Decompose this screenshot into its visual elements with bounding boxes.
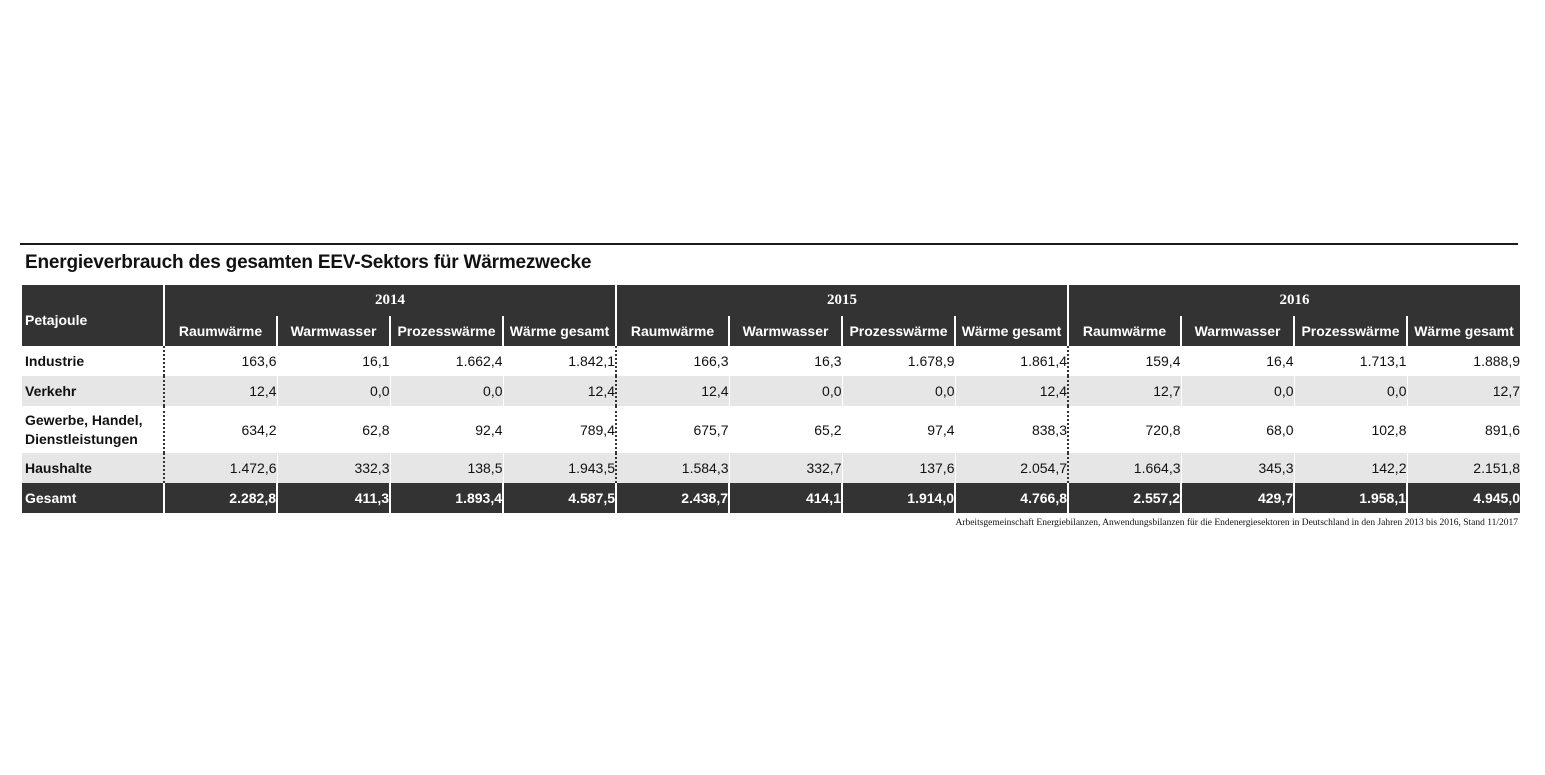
value-cell: 4.945,0 <box>1407 483 1520 513</box>
top-rule <box>20 243 1518 245</box>
value-cell: 1.943,5 <box>503 453 616 483</box>
table-row <box>22 406 1520 453</box>
value-cell: 1.842,1 <box>503 346 616 376</box>
value-cell: 332,7 <box>729 453 842 483</box>
value-cell: 4.587,5 <box>503 483 616 513</box>
table-row <box>22 376 1520 406</box>
value-cell: 0,0 <box>842 376 955 406</box>
value-cell: 62,8 <box>277 406 390 453</box>
value-cell: 891,6 <box>1407 406 1520 453</box>
value-cell: 12,7 <box>1407 376 1520 406</box>
value-cell: 1.472,6 <box>164 453 277 483</box>
year-header: 2014 <box>164 285 616 316</box>
value-cell: 838,3 <box>955 406 1068 453</box>
value-cell: 137,6 <box>842 453 955 483</box>
column-header: Wärme gesamt <box>955 316 1068 346</box>
column-header: Wärme gesamt <box>503 316 616 346</box>
value-cell: 414,1 <box>729 483 842 513</box>
value-cell: 0,0 <box>729 376 842 406</box>
value-cell: 332,3 <box>277 453 390 483</box>
value-cell: 345,3 <box>1181 453 1294 483</box>
column-header: Raumwärme <box>616 316 729 346</box>
value-cell: 2.054,7 <box>955 453 1068 483</box>
value-cell: 159,4 <box>1068 346 1181 376</box>
column-header: Warmwasser <box>277 316 390 346</box>
column-header: Raumwärme <box>164 316 277 346</box>
value-cell: 429,7 <box>1181 483 1294 513</box>
column-header: Warmwasser <box>1181 316 1294 346</box>
year-header: 2016 <box>1068 285 1520 316</box>
unit-header: Petajoule <box>22 285 164 346</box>
value-cell: 0,0 <box>277 376 390 406</box>
value-cell: 12,4 <box>955 376 1068 406</box>
value-cell: 0,0 <box>390 376 503 406</box>
column-header: Wärme gesamt <box>1407 316 1520 346</box>
value-cell: 97,4 <box>842 406 955 453</box>
value-cell: 1.861,4 <box>955 346 1068 376</box>
value-cell: 92,4 <box>390 406 503 453</box>
energy-table <box>22 285 1520 513</box>
value-cell: 102,8 <box>1294 406 1407 453</box>
value-cell: 65,2 <box>729 406 842 453</box>
value-cell: 1.888,9 <box>1407 346 1520 376</box>
column-header: Prozesswärme <box>1294 316 1407 346</box>
value-cell: 0,0 <box>1294 376 1407 406</box>
value-cell: 1.893,4 <box>390 483 503 513</box>
value-cell: 1.584,3 <box>616 453 729 483</box>
value-cell: 675,7 <box>616 406 729 453</box>
value-cell: 68,0 <box>1181 406 1294 453</box>
table-row <box>22 483 1520 513</box>
value-cell: 16,1 <box>277 346 390 376</box>
value-cell: 1.914,0 <box>842 483 955 513</box>
table-row <box>22 346 1520 376</box>
row-label: Industrie <box>25 352 85 369</box>
value-cell: 1.678,9 <box>842 346 955 376</box>
row-label: Gewerbe, Handel, Dienstleistungen <box>25 411 143 447</box>
value-cell: 2.282,8 <box>164 483 277 513</box>
value-cell: 1.662,4 <box>390 346 503 376</box>
value-cell: 142,2 <box>1294 453 1407 483</box>
column-header: Raumwärme <box>1068 316 1181 346</box>
table-title: Energieverbrauch des gesamten EEV-Sektors für Wärmezwecke <box>25 252 592 273</box>
row-label: Haushalte <box>22 453 164 483</box>
value-cell: 1.958,1 <box>1294 483 1407 513</box>
value-cell: 2.557,2 <box>1068 483 1181 513</box>
value-cell: 166,3 <box>616 346 729 376</box>
value-cell: 12,7 <box>1068 376 1181 406</box>
value-cell: 411,3 <box>277 483 390 513</box>
value-cell: 789,4 <box>503 406 616 453</box>
value-cell: 2.151,8 <box>1407 453 1520 483</box>
value-cell: 720,8 <box>1068 406 1181 453</box>
source-note: Arbeitsgemeinschaft Energiebilanzen, Anwendungsbilanzen für die Endenergiesektoren in Deutschland in den Jahren 2013 bis 2016, Stand 11/2017 <box>955 518 1518 528</box>
value-cell: 138,5 <box>390 453 503 483</box>
value-cell: 1.664,3 <box>1068 453 1181 483</box>
column-header: Warmwasser <box>729 316 842 346</box>
year-header: 2015 <box>616 285 1068 316</box>
column-header: Prozesswärme <box>390 316 503 346</box>
value-cell: 163,6 <box>164 346 277 376</box>
table-row <box>22 453 1520 483</box>
value-cell: 16,4 <box>1181 346 1294 376</box>
column-header: Prozesswärme <box>842 316 955 346</box>
row-label: Gesamt <box>22 483 164 513</box>
value-cell: 1.713,1 <box>1294 346 1407 376</box>
value-cell: 16,3 <box>729 346 842 376</box>
row-label: Verkehr <box>22 376 164 406</box>
value-cell: 12,4 <box>164 376 277 406</box>
value-cell: 12,4 <box>616 376 729 406</box>
value-cell: 0,0 <box>1181 376 1294 406</box>
value-cell: 4.766,8 <box>955 483 1068 513</box>
value-cell: 2.438,7 <box>616 483 729 513</box>
value-cell: 12,4 <box>503 376 616 406</box>
value-cell: 634,2 <box>164 406 277 453</box>
